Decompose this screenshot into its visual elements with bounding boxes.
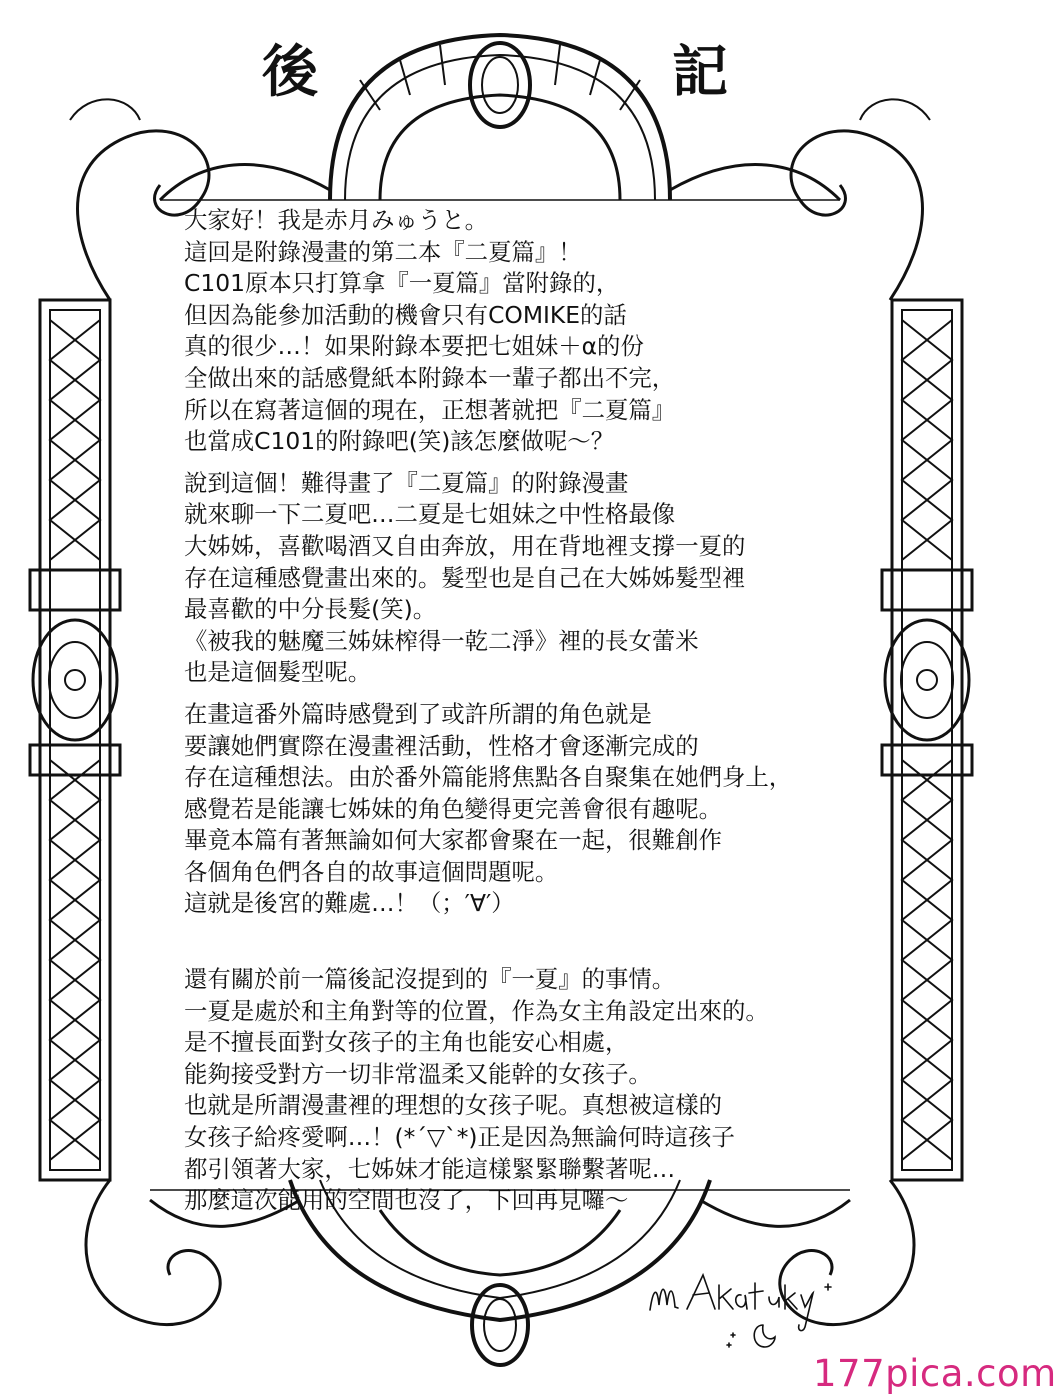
afterword-body <box>184 205 884 1217</box>
text-line: 女孩子給疼愛啊…！(*´▽`*)正是因為無論何時這孩子 <box>184 1123 735 1152</box>
text-line: 說到這個！難得畫了『二夏篇』的附錄漫畫 <box>184 468 629 497</box>
text-line: 畢竟本篇有著無論如何大家都會聚在一起，很難創作 <box>184 826 722 855</box>
text-line: 所以在寫著這個的現在，正想著就把『二夏篇』 <box>184 395 676 424</box>
text-line: 都引領著大家，七姊妹才能這樣緊緊聯繫著呢… <box>184 1154 676 1183</box>
text-line: 這回是附錄漫畫的第二本『二夏篇』！ <box>184 237 582 266</box>
text-line: 各個角色們各自的故事這個問題呢。 <box>184 857 559 886</box>
text-line: C101原本只打算拿『一夏篇』當附錄的， <box>184 269 620 298</box>
text-line: 那麼這次能用的空間也沒了，下回再見囉～ <box>184 1186 629 1215</box>
text-line: 一夏是處於和主角對等的位置，作為女主角設定出來的。 <box>184 996 769 1025</box>
text-line: 真的很少…！如果附錄本要把七姐妹＋α的份 <box>184 332 644 361</box>
paragraph-4 <box>184 964 884 1217</box>
text-line: 是不擅長面對女孩子的主角也能安心相處， <box>184 1028 629 1057</box>
text-line: 就來聊一下二夏吧…二夏是七姐妹之中性格最像 <box>184 500 676 529</box>
text-line: 要讓她們實際在漫畫裡活動，性格才會逐漸完成的 <box>184 731 699 760</box>
text-line: 最喜歡的中分長髮(笑)。 <box>184 595 437 624</box>
text-line: 存在這種想法。由於番外篇能將焦點各自聚集在她們身上， <box>184 763 793 792</box>
text-line: 這就是後宮的難處…！（；′∀′） <box>184 889 515 918</box>
paragraph-2 <box>184 468 884 689</box>
text-line: 也就是所謂漫畫裡的理想的女孩子呢。真想被這樣的 <box>184 1091 722 1120</box>
text-line: 還有關於前一篇後記沒提到的『一夏』的事情。 <box>184 965 676 994</box>
title-char-right: 記 <box>672 40 730 105</box>
paragraph-3 <box>184 699 884 920</box>
watermark-text: 177pica.com <box>813 1352 1057 1395</box>
text-line: 全做出來的話感覺紙本附錄本一輩子都出不完， <box>184 363 676 392</box>
text-line: 《被我的魅魔三姊妹榨得一乾二淨》裡的長女蕾米 <box>184 626 699 655</box>
text-line: 但因為能參加活動的機會只有COMIKE的話 <box>184 300 627 329</box>
text-line: 在畫這番外篇時感覺到了或許所謂的角色就是 <box>184 699 652 728</box>
text-line: 能夠接受對方一切非常溫柔又能幹的女孩子。 <box>184 1059 652 1088</box>
text-line: 大家好！我是赤月みゅうと。 <box>184 206 489 234</box>
paragraph-1 <box>184 205 884 458</box>
text-line: 大姊姊，喜歡喝酒又自由奔放，用在背地裡支撐一夏的 <box>184 531 746 560</box>
text-line: 也是這個髮型呢。 <box>184 658 372 687</box>
author-signature <box>645 1265 835 1359</box>
title-char-left: 後 <box>262 40 320 105</box>
text-line: 感覺若是能讓七姊妹的角色變得更完善會很有趣呢。 <box>184 794 722 823</box>
text-line: 也當成C101的附錄吧(笑)該怎麼做呢～？ <box>184 427 615 456</box>
text-line: 存在這種感覺畫出來的。髮型也是自己在大姊姊髮型裡 <box>184 563 746 592</box>
